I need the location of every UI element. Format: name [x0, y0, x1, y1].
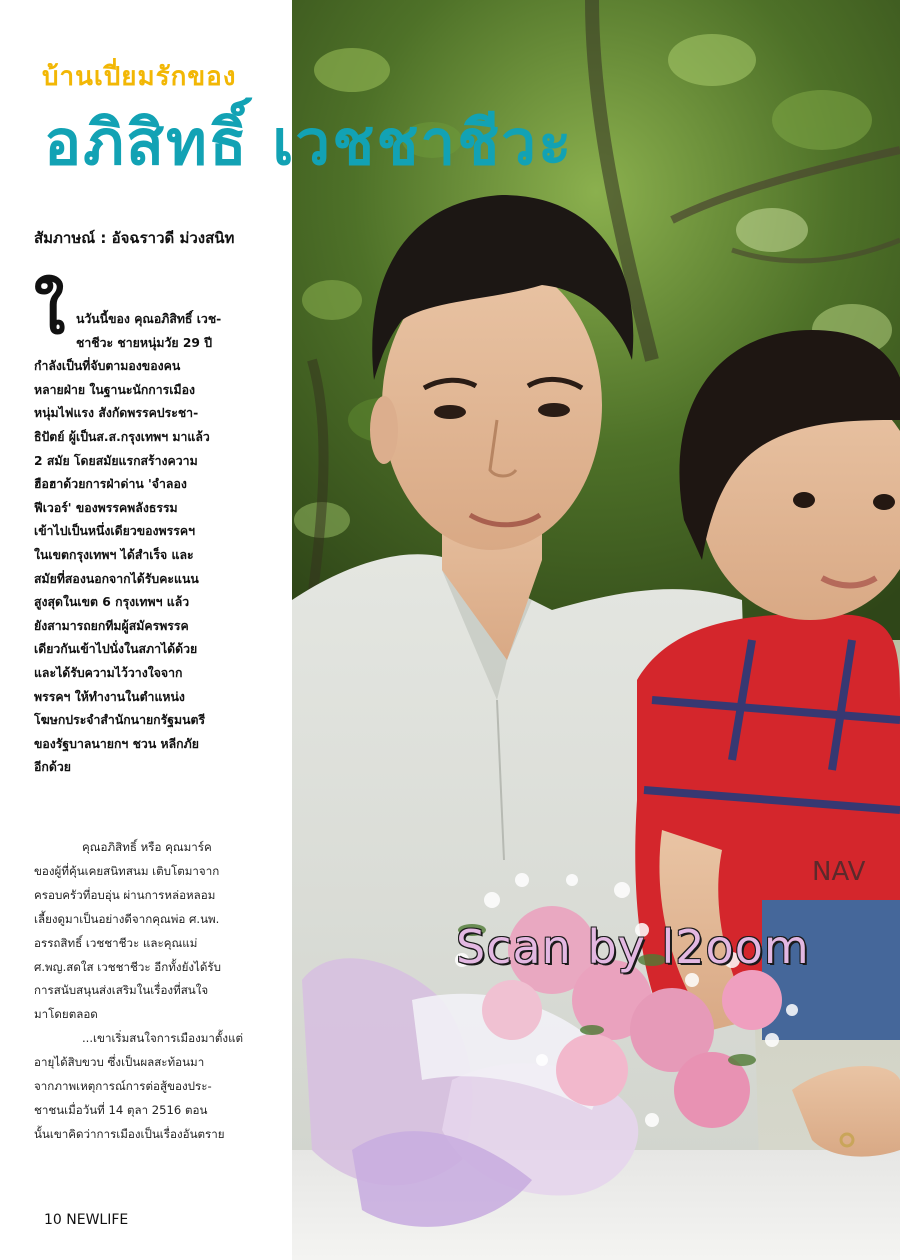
paragraph-line: และได้รับความไว้วางใจจาก: [34, 665, 183, 680]
paragraph-line: อรรถสิทธิ์ เวชชาชีวะ และคุณแม่: [34, 935, 198, 950]
paragraph-line: ยังสามารถยกทีมผู้สมัครพรรค: [34, 618, 189, 633]
paragraph-line: หลายฝ่าย ในฐานะนักการเมือง: [34, 382, 195, 397]
article-byline: สัมภาษณ์ : อัจฉราวดี ม่วงสนิท: [34, 229, 235, 247]
paragraph-line: กำลังเป็นที่จับตามองของคน: [34, 359, 181, 374]
paragraph-line: ของรัฐบาลนายกฯ ชวน หลีกภัย: [34, 736, 199, 751]
paragraph-line: จากภาพเหตุการณ์การต่อสู้ของประ-: [34, 1079, 212, 1094]
paragraph-line: โฆษกประจำสำนักนายกรัฐมนตรี: [34, 713, 206, 728]
paragraph-line: ชาชีวะ ชายหนุ่มวัย 29 ปี: [76, 335, 213, 350]
article-paragraph-1: [34, 308, 260, 780]
paragraph-line: เข้าไปเป็นหนึ่งเดียวของพรรคฯ: [34, 524, 195, 539]
paragraph-line: ฟีเวอร์' ของพรรคพลังธรรม: [34, 500, 178, 515]
cover-photo: [292, 0, 900, 1260]
paragraph-line: เดียวกันเข้าไปนั่งในสภาได้ด้วย: [34, 642, 198, 657]
paragraph-line: 2 สมัย โดยสมัยแรกสร้างความ: [34, 453, 198, 468]
paragraph-line: ศ.พญ.สดใส เวชชาชีวะ อีกทั้งยังได้รับ: [34, 959, 221, 974]
paragraph-line: ของผู้ที่คุ้นเคยสนิทสนม เติบโตมาจาก: [34, 863, 220, 878]
article-kicker: บ้านเปี่ยมรักของ: [42, 62, 237, 92]
photo-illustration: [292, 0, 900, 1260]
paragraph-line: นวันนี้ของ คุณอภิสิทธิ์ เวช-: [76, 312, 222, 326]
page-folio: 10 NEWLIFE: [44, 1212, 129, 1228]
paragraph-line: การสนับสนุนส่งเสริมในเรื่องที่สนใจ: [34, 983, 209, 998]
paragraph-line: ชาชนเมื่อวันที่ 14 ตุลา 2516 ตอน: [34, 1102, 208, 1117]
paragraph-line: เลี้ยงดูมาเป็นอย่างดีจากคุณพ่อ ศ.นพ.: [34, 911, 220, 926]
paragraph-line: ธิปัตย์ ผู้เป็นส.ส.กรุงเทพฯ มาแล้ว: [34, 429, 210, 444]
article-paragraph-2: [34, 836, 274, 1147]
paragraph-line: นั้นเขาคิดว่าการเมืองเป็นเรื่องอันตราย: [34, 1126, 225, 1141]
man-hand: [792, 1066, 900, 1157]
paragraph-line: สมัยที่สองนอกจากได้รับคะแนน: [34, 571, 199, 586]
paragraph-line: อายุได้สิบขวบ ซึ่งเป็นผลสะท้อนมา: [34, 1055, 205, 1070]
article-headline: อภิสิทธิ์ เวชชาชีวะ: [44, 106, 574, 179]
paragraph-line: ในเขตกรุงเทพฯ ได้สำเร็จ และ: [34, 547, 194, 562]
paragraph-line: อีกด้วย: [34, 760, 71, 775]
drop-cap: ใ: [34, 275, 66, 349]
paragraph-line: พรรคฯ ให้ทำงานในตำแหน่ง: [34, 689, 185, 704]
paragraph-line: คุณอภิสิทธิ์ หรือ คุณมาร์ค: [82, 840, 212, 854]
paragraph-line: ฮือฮาด้วยการฝ่าด่าน 'จำลอง: [34, 477, 187, 492]
paragraph-line: ...เขาเริ่มสนใจการเมืองมาตั้งแต่: [82, 1031, 244, 1046]
shirt-print: NAV: [812, 857, 866, 887]
paragraph-line: มาโดยตลอด: [34, 1007, 98, 1022]
paragraph-line: หนุ่มไฟแรง สังกัดพรรคประชา-: [34, 406, 199, 421]
scan-watermark: Scan by l2oom: [456, 920, 810, 974]
paragraph-line: ครอบครัวที่อบอุ่น ผ่านการหล่อหลอม: [34, 887, 216, 902]
paragraph-line: สูงสุดในเขต 6 กรุงเทพฯ แล้ว: [34, 595, 190, 610]
